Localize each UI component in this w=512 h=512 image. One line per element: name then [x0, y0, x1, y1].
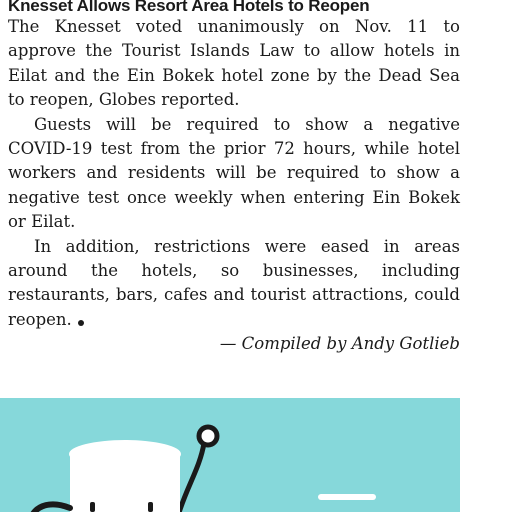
coffee-illustration: [0, 398, 460, 512]
article-byline: — Compiled by Andy Gotlieb: [219, 334, 460, 354]
coffee-mug-with-face-icon: [0, 398, 460, 512]
article-paragraph-2: Guests will be required to show a negative COVID-19 test from the prior 72 hours, while hotel workers and residents will be required to show a negative test once weekly when entering Ein Bokek or Eilat.: [8, 114, 460, 232]
article-paragraph-1: The Knesset voted unanimously on Nov. 11 to approve the Tourist Islands Law to allow hotels in Eilat and the Ein Bokek hotel zone by the Dead Sea to reopen, Globes reported.: [8, 17, 460, 110]
end-of-story-bullet-icon: [78, 320, 84, 326]
article-headline: Knesset Allows Resort Area Hotels to Reopen: [8, 0, 370, 15]
article-paragraph-3-text: In addition, restrictions were eased in areas around the hotels, so businesses, including restaurants, bars, cafes and tourist attractions, could reopen.: [8, 236, 460, 329]
news-article: [8, 0, 460, 356]
article-paragraph-3: [8, 235, 460, 333]
